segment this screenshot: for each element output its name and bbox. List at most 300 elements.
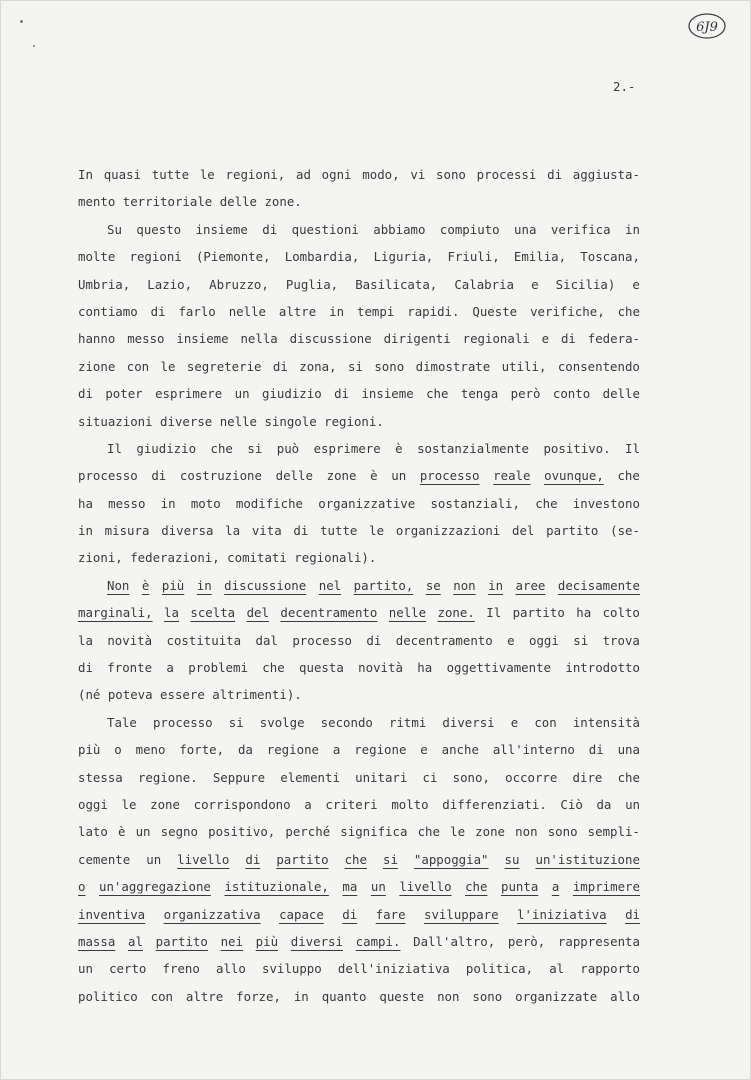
underlined-word: su xyxy=(504,851,520,867)
word: ha xyxy=(417,660,433,676)
underlined-word: marginali, xyxy=(78,605,153,621)
word: ci xyxy=(422,769,438,785)
underlined-word: del xyxy=(246,605,269,621)
word: vita xyxy=(251,523,282,539)
word: rapporto xyxy=(580,961,640,977)
word: Su xyxy=(107,221,122,237)
word: politica, xyxy=(465,961,534,977)
underlined-word: diversi xyxy=(290,933,343,949)
word: Queste xyxy=(472,303,518,319)
word: molto xyxy=(391,796,429,812)
word: un xyxy=(391,468,407,484)
word: al xyxy=(549,961,565,977)
word: e xyxy=(507,632,515,648)
word: modo, xyxy=(362,167,400,182)
word: processo xyxy=(152,714,213,730)
word: politico xyxy=(78,988,138,1004)
word: la xyxy=(225,523,241,539)
word: e xyxy=(510,714,519,730)
word: Il xyxy=(486,605,502,621)
word: in xyxy=(78,523,93,539)
word: moto xyxy=(190,495,221,511)
word: tutte xyxy=(320,523,358,539)
word: significa xyxy=(340,824,408,840)
word: Puglia, xyxy=(285,276,339,292)
word: organizzative xyxy=(318,495,416,511)
text-line xyxy=(78,380,640,407)
word: processo xyxy=(78,468,138,484)
word: regioni xyxy=(129,249,182,265)
text-line xyxy=(78,544,640,571)
underlined-word: la xyxy=(164,605,179,621)
word: quanto xyxy=(321,988,367,1004)
underlined-word: nelle xyxy=(388,605,427,621)
word: farlo xyxy=(178,303,216,319)
word: a xyxy=(304,796,312,812)
word: sono xyxy=(547,824,578,840)
scan-speck xyxy=(20,20,23,23)
text-line xyxy=(78,901,640,928)
word: con xyxy=(126,358,150,374)
word: trova xyxy=(602,632,640,648)
word: esprimere xyxy=(155,386,223,402)
word: positivo, xyxy=(208,824,276,840)
word: di xyxy=(588,742,604,758)
underlined-word: nel xyxy=(318,577,342,593)
word: Dall'altro, xyxy=(413,933,496,949)
text-line xyxy=(78,435,640,462)
word: e xyxy=(541,331,550,347)
word: che xyxy=(617,303,640,319)
word: o xyxy=(114,742,122,758)
word: questo xyxy=(136,221,182,237)
underlined-word: partito, xyxy=(353,577,414,593)
underlined-word: decisamente xyxy=(557,577,640,593)
word: utili, xyxy=(501,358,547,374)
word: stessa xyxy=(78,769,123,785)
word: le xyxy=(369,523,385,539)
word: Friuli, xyxy=(447,249,500,265)
word: di xyxy=(78,386,93,402)
word: intensità xyxy=(572,714,640,730)
word: comitati xyxy=(227,550,287,566)
word: è xyxy=(117,824,126,840)
word: nella xyxy=(240,331,278,347)
word: di xyxy=(78,660,93,676)
word: le xyxy=(450,824,466,840)
word: insieme xyxy=(361,386,414,402)
word: rapidi. xyxy=(407,303,460,319)
word: di xyxy=(293,523,309,539)
word: del xyxy=(512,523,535,539)
word: segno xyxy=(160,824,198,840)
word: le xyxy=(199,167,215,182)
word: tutte xyxy=(151,167,190,182)
word: federazioni, xyxy=(130,550,220,566)
word: altrimenti). xyxy=(212,687,302,703)
word: molte xyxy=(78,249,116,265)
word: Ciò xyxy=(560,796,583,812)
word: questioni xyxy=(291,221,359,237)
word: tenga xyxy=(460,386,499,402)
underlined-word: al xyxy=(128,933,143,949)
word: ritmi xyxy=(388,714,427,730)
word: dell'iniziativa xyxy=(337,961,450,977)
scan-speck xyxy=(33,45,35,47)
word: però xyxy=(510,386,541,402)
word: si xyxy=(228,714,244,730)
word: federa- xyxy=(587,331,640,347)
word: che xyxy=(262,660,285,676)
underlined-word: che xyxy=(344,851,367,867)
underlined-word: un xyxy=(370,879,386,895)
word: può xyxy=(276,440,300,456)
word: è xyxy=(395,440,403,456)
word: aggiusta- xyxy=(572,167,640,182)
word: una xyxy=(617,742,640,758)
text-line xyxy=(78,408,640,435)
word: da xyxy=(596,796,612,812)
word: con xyxy=(150,988,173,1004)
underlined-word: scelta xyxy=(190,605,236,621)
underlined-word: o xyxy=(78,879,86,895)
word: colto xyxy=(602,605,640,621)
word: che xyxy=(535,495,558,511)
word: partito xyxy=(546,523,599,539)
word: modifiche xyxy=(235,495,304,511)
word: costruzione xyxy=(179,468,262,484)
text-line xyxy=(78,791,640,818)
word: però, xyxy=(507,933,546,949)
word: organizzazioni xyxy=(395,523,501,539)
word: che xyxy=(617,468,640,484)
text-line xyxy=(78,243,640,270)
word: zone xyxy=(326,468,357,484)
word: altre xyxy=(278,303,317,319)
word: compiuto xyxy=(439,221,500,237)
word: un xyxy=(135,824,151,840)
word: lato xyxy=(78,824,108,840)
underlined-word: nei xyxy=(220,933,243,949)
word: Lazio, xyxy=(147,276,193,292)
word: mento xyxy=(78,194,116,210)
word: giudizio xyxy=(261,386,322,402)
word: in xyxy=(625,221,640,237)
word: dal xyxy=(255,632,278,648)
word: costituita xyxy=(166,632,242,648)
word: Liguria, xyxy=(373,249,434,265)
word: di xyxy=(150,303,166,319)
word: perché xyxy=(285,824,331,840)
underlined-word: a xyxy=(551,879,560,895)
word: a xyxy=(166,660,174,676)
underlined-word: l'iniziativa xyxy=(517,906,607,922)
word: oggi xyxy=(529,632,559,648)
word: regioni. xyxy=(324,413,384,429)
word: Umbria, xyxy=(78,276,131,292)
word: diversa xyxy=(161,523,214,539)
word: ha xyxy=(576,605,592,621)
word: giudizio xyxy=(136,440,197,456)
word: Basilicata, xyxy=(355,276,438,292)
word: verifiche, xyxy=(530,303,605,319)
underlined-word: non xyxy=(453,577,476,593)
word: delle xyxy=(602,386,640,402)
word: altre xyxy=(185,988,224,1004)
word: le xyxy=(121,796,137,812)
word: Tale xyxy=(107,714,137,730)
text-line xyxy=(78,462,640,489)
underlined-word: decentramento xyxy=(280,605,378,621)
word: Abruzzo, xyxy=(209,276,269,292)
word: discussione xyxy=(289,331,372,347)
word: Il xyxy=(625,440,640,456)
underlined-word: partito xyxy=(276,851,329,867)
underlined-word: più xyxy=(161,577,185,593)
word: in xyxy=(329,303,345,319)
word: sono xyxy=(374,358,405,374)
underlined-word: in xyxy=(488,577,504,593)
word: di xyxy=(272,358,288,374)
word: è xyxy=(370,468,378,484)
word: sempli- xyxy=(587,824,640,840)
underlined-word: fare xyxy=(375,906,406,922)
word: zione xyxy=(78,358,116,374)
text-line xyxy=(78,216,640,243)
word: svolge xyxy=(259,714,305,730)
word: In xyxy=(78,167,93,182)
word: investono xyxy=(572,495,640,511)
text-line xyxy=(78,161,640,188)
word: queste xyxy=(379,988,425,1004)
word: forte, xyxy=(179,742,225,758)
word: esprimere xyxy=(313,440,381,456)
word: si xyxy=(573,632,589,648)
underlined-word: si xyxy=(382,851,398,867)
word: regione. xyxy=(137,769,198,785)
word: zone xyxy=(475,824,506,840)
text-line xyxy=(78,654,640,681)
word: Seppure xyxy=(212,769,266,785)
underlined-word: imprimere xyxy=(572,879,640,895)
word: tempi xyxy=(357,303,395,319)
word: unitari xyxy=(355,769,408,785)
word: rappresenta xyxy=(557,933,640,949)
text-line xyxy=(78,736,640,763)
word: criteri xyxy=(325,796,378,812)
underlined-word: processo xyxy=(419,468,480,484)
text-line xyxy=(78,325,640,352)
word: delle xyxy=(219,194,258,210)
word: che xyxy=(426,386,449,402)
word: insieme xyxy=(195,221,248,237)
text-line xyxy=(78,298,640,325)
word: Sicilia) xyxy=(555,276,616,292)
word: di xyxy=(151,468,167,484)
word: quasi xyxy=(103,167,141,182)
word: misura xyxy=(104,523,150,539)
word: una xyxy=(514,221,537,237)
underlined-word: di xyxy=(342,906,358,922)
underlined-word: un'aggregazione xyxy=(99,879,211,895)
word: di xyxy=(560,331,576,347)
underlined-word: reale xyxy=(493,468,531,484)
word: nelle xyxy=(219,413,258,429)
word: e xyxy=(632,276,640,292)
word: Il xyxy=(107,440,122,456)
text-line xyxy=(78,764,640,791)
word: hanno xyxy=(78,331,116,347)
word: un xyxy=(234,386,250,402)
text-line xyxy=(78,846,640,873)
word: problemi xyxy=(188,660,248,676)
text-line xyxy=(78,517,640,544)
word: processi xyxy=(476,167,537,182)
word: diversi xyxy=(442,714,495,730)
word: di xyxy=(366,632,382,648)
text-line xyxy=(78,709,640,736)
underlined-word: in xyxy=(196,577,212,593)
word: in xyxy=(293,988,309,1004)
word: essere xyxy=(160,687,205,703)
word: novità xyxy=(358,660,403,676)
word: a xyxy=(332,742,341,758)
text-line xyxy=(78,955,640,982)
text-line xyxy=(78,873,640,900)
word: contiamo xyxy=(78,303,138,319)
word: sostanzialmente xyxy=(417,440,529,456)
word: ha xyxy=(78,495,93,511)
underlined-word: Non xyxy=(107,577,130,593)
word: zona, xyxy=(299,358,337,374)
word: introdotto xyxy=(565,660,640,676)
word: si xyxy=(247,440,263,456)
word: di xyxy=(334,386,350,402)
word: forze, xyxy=(236,988,281,1004)
word: sono xyxy=(472,988,503,1004)
underlined-word: campi. xyxy=(355,933,401,949)
word: dirigenti xyxy=(383,331,451,347)
text-line xyxy=(78,983,640,1010)
word: un xyxy=(146,851,162,867)
underlined-word: che xyxy=(465,879,488,895)
word: delle xyxy=(275,468,313,484)
word: zioni, xyxy=(78,550,123,566)
underlined-word: discussione xyxy=(224,577,307,593)
word: (Piemonte, xyxy=(195,249,271,265)
word: un xyxy=(625,796,640,812)
underlined-word: di xyxy=(625,906,640,922)
word: fronte xyxy=(107,660,153,676)
word: con xyxy=(534,714,557,730)
word: partito xyxy=(512,605,565,621)
word: diverse xyxy=(160,413,213,429)
underlined-word: livello xyxy=(177,851,230,867)
word: differenziati. xyxy=(442,796,547,812)
word: cemente xyxy=(78,851,131,867)
underlined-word: un'istituzione xyxy=(535,851,640,867)
word: ad xyxy=(295,167,311,182)
underlined-word: sviluppare xyxy=(424,906,499,922)
underlined-word: livello xyxy=(399,879,452,895)
word: regionali). xyxy=(294,550,377,566)
word: decentramento xyxy=(395,632,493,648)
word: nelle xyxy=(228,303,266,319)
word: corrispondono xyxy=(193,796,291,812)
underlined-word: ma xyxy=(342,879,358,895)
underlined-word: se xyxy=(425,577,441,593)
word: Calabria xyxy=(454,276,515,292)
underlined-word: più xyxy=(255,933,279,949)
underlined-word: "appoggia" xyxy=(413,851,489,867)
word: (se- xyxy=(610,523,640,539)
text-line xyxy=(78,627,640,654)
word: vi xyxy=(410,167,426,182)
page-number: 2.- xyxy=(613,79,636,94)
word: un xyxy=(78,961,93,977)
word: elementi xyxy=(280,769,340,785)
word: Toscana, xyxy=(580,249,640,265)
word: e xyxy=(420,742,428,758)
word: occorre xyxy=(505,769,558,785)
word: anche xyxy=(441,742,479,758)
word: sono, xyxy=(452,769,490,785)
word: sono xyxy=(436,167,466,182)
text-line xyxy=(78,599,640,626)
text-line xyxy=(78,818,640,845)
underlined-word: ovunque, xyxy=(544,468,604,484)
underlined-word: istituzionale, xyxy=(224,879,329,895)
text-line xyxy=(78,490,640,517)
word: e xyxy=(531,276,539,292)
word: sostanziali, xyxy=(430,495,520,511)
word: situazioni xyxy=(78,413,153,429)
word: positivo. xyxy=(543,440,611,456)
underlined-word: è xyxy=(141,577,150,593)
word: dire xyxy=(572,769,603,785)
word: non xyxy=(437,988,460,1004)
text-line xyxy=(78,681,640,708)
word: non xyxy=(515,824,538,840)
word: verifica xyxy=(550,221,611,237)
word: le xyxy=(160,358,176,374)
word: territoriale xyxy=(122,194,213,210)
word: in xyxy=(160,495,176,511)
word: segreterie xyxy=(186,358,262,374)
underlined-word: zone. xyxy=(437,605,475,621)
word: oggettivamente xyxy=(446,660,551,676)
word: certo xyxy=(109,961,147,977)
word: di xyxy=(547,167,563,182)
word: Emilia, xyxy=(513,249,567,265)
word: zone xyxy=(150,796,180,812)
word: processo xyxy=(292,632,352,648)
word: freno xyxy=(162,961,200,977)
underlined-word: punta xyxy=(500,879,539,895)
archive-number-text: 6J9 xyxy=(696,20,718,35)
word: più xyxy=(78,742,101,758)
word: che xyxy=(210,440,233,456)
word: insieme xyxy=(176,331,229,347)
underlined-word: partito xyxy=(155,933,208,949)
underlined-word: aree xyxy=(515,577,546,593)
word: da xyxy=(237,742,253,758)
word: regionali xyxy=(462,331,530,347)
word: messo xyxy=(127,331,165,347)
word: conto xyxy=(552,386,591,402)
word: secondo xyxy=(320,714,373,730)
word: la xyxy=(78,632,93,648)
